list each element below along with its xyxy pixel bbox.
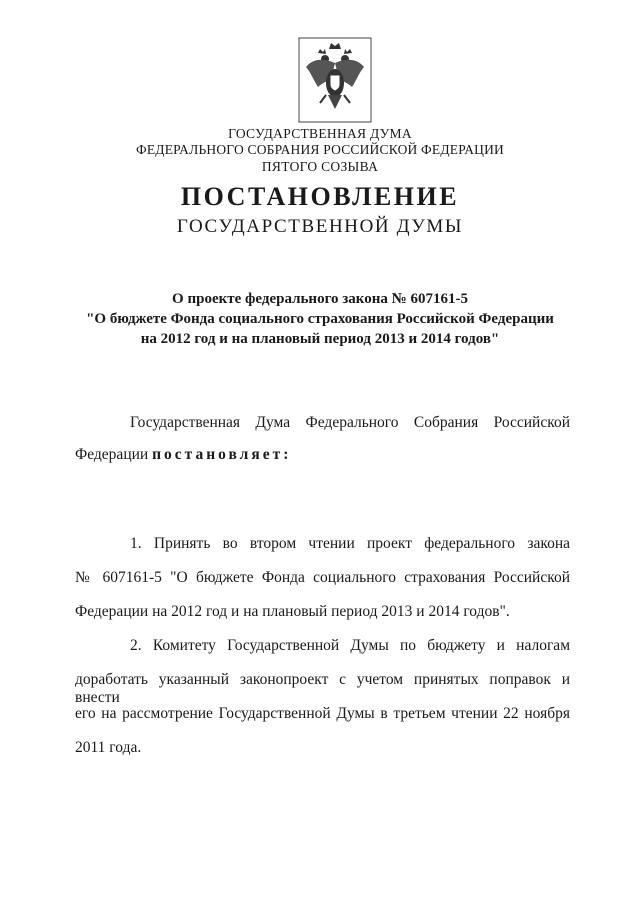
item1-line-3: Федерации на 2012 год и на плановый период 2013 и 2014 годов". — [75, 603, 510, 620]
preamble-line-1: Государственная Дума Федерального Собрания Российской — [130, 414, 570, 431]
preamble-verb: постановляет: — [152, 446, 292, 463]
document-subtitle: ГОСУДАРСТВЕННОЙ ДУМЫ — [176, 216, 464, 237]
item2-line-1: 2. Комитету Государственной Думы по бюджету и налогам — [130, 637, 570, 654]
subject-line-3: на 2012 год и на плановый период 2013 и 2014 годов" — [140, 331, 500, 347]
preamble-line-2 — [75, 446, 291, 464]
header-line-1: ГОСУДАРСТВЕННАЯ ДУМА — [228, 126, 412, 141]
preamble-start: Федерации — [75, 446, 149, 463]
item1-line-1: 1. Принять во втором чтении проект федерального закона — [130, 535, 570, 552]
document-title: ПОСТАНОВЛЕНИЕ — [180, 182, 460, 211]
subject-line-2: "О бюджете Фонда социального страхования Российской Федерации — [86, 311, 554, 327]
header-line-3: ПЯТОГО СОЗЫВА — [261, 159, 379, 174]
subject-line-1: О проекте федерального закона № 607161-5 — [172, 291, 468, 307]
item2-line-2: доработать указанный законопроект с учетом принятых поправок и внести — [75, 671, 570, 706]
document-subject — [0, 289, 640, 349]
item2-line-3: его на рассмотрение Государственной Думы в третьем чтении 22 ноября — [75, 705, 570, 722]
item2-line-4: 2011 года. — [75, 739, 142, 756]
item1-line-2: № 607161-5 "О бюджете Фонда социального страхования Российской — [75, 569, 570, 586]
header-line-2: ФЕДЕРАЛЬНОГО СОБРАНИЯ РОССИЙСКОЙ ФЕДЕРАЦИИ — [136, 142, 504, 157]
coat-of-arms-eagle-icon — [298, 37, 372, 123]
